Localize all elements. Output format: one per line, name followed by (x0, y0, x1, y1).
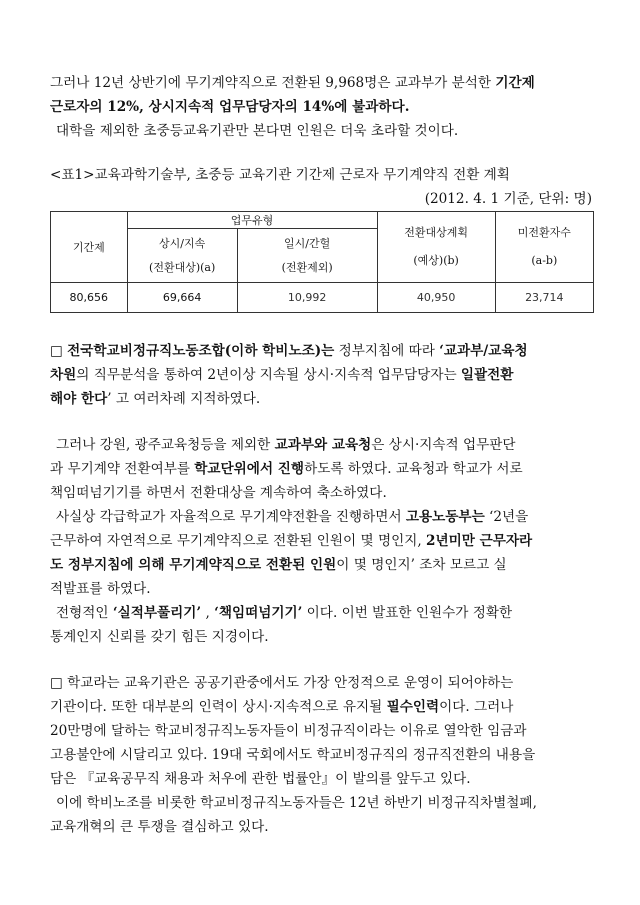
para3-bold-text: 고용노동부는 (405, 509, 485, 525)
para4-text: 이다. 그러나 (439, 699, 514, 715)
para3-bold-text: ‘책임떠넘기기’ (214, 605, 303, 621)
para4-line3 (50, 720, 595, 742)
para1-bold-text: 기간제 (495, 75, 535, 91)
para2-bold-text: 차원 (50, 367, 77, 383)
para3-bold-text: ‘실적부풀리기’ (112, 605, 202, 621)
para4-text: 20만명에 달하는 학교비정규직노동자들이 비정규직이라는 이유로 열악한 임금과 (50, 723, 527, 739)
para2-text: ’ 고 여러차례 지적하였다. (107, 391, 261, 407)
header-text: (예상)(b) (413, 254, 459, 267)
para3-text: 사실상 각급학교가 자율적으로 무기계약전환을 진행하면서 (56, 509, 406, 525)
header-cell: 기간제 (51, 212, 128, 283)
table-title: <표1>교육과학기술부, 초중등 교육기관 기간제 근로자 무기계약직 전환 계획 (50, 167, 510, 183)
header-cell (237, 229, 377, 283)
para3-line1 (56, 434, 601, 456)
table-cell: 40,950 (377, 283, 495, 313)
para4-bold-text: 필수인력 (386, 699, 440, 715)
table-cell: 80,656 (51, 283, 128, 313)
header-cell (377, 212, 495, 283)
header-cell-group: 업무유형 (127, 212, 377, 229)
header-text: 일시/간헐 (284, 236, 331, 250)
para3-text: 책임떠넘기기를 하면서 전환대상을 계속하여 축소하였다. (50, 485, 387, 501)
table-cell: 10,992 (237, 283, 377, 313)
para3-text: 통계인지 신뢰를 갖기 힘든 지경이다. (50, 629, 269, 645)
para4-line6 (56, 792, 601, 814)
para2-line2 (50, 364, 595, 386)
para3-text: 적발표를 하였다. (50, 581, 151, 597)
para3-text: 하도록 하였다. 교육청과 학교가 서로 (304, 461, 523, 477)
para3-bold-text: 학교단위에서 진행 (194, 461, 305, 477)
para1-line1 (50, 72, 595, 94)
para3-text: 은 상시·지속적 업무판단 (371, 437, 516, 453)
para4-text: 고용불안에 시달리고 있다. 19대 국회에서도 학교비정규직의 정규직전환의 내용을 (50, 747, 536, 763)
para3-line9 (50, 626, 595, 648)
para4-line4 (50, 744, 595, 766)
para3-text: 전형적인 (56, 605, 113, 621)
para3-text: 과 무기계약 전환여부를 (50, 461, 195, 477)
header-text: (전환대상)(a) (149, 260, 216, 274)
para3-bold-text: 2년미만 근무자라 (426, 533, 533, 549)
para3-line8 (56, 602, 601, 624)
header-text: 전환대상계획 (404, 226, 468, 239)
table-row (51, 283, 594, 313)
para2-bold-text: 전국학교비정규직노동조합(이하 학비노조)는 (67, 343, 335, 359)
para4-text: 기관이다. 또한 대부분의 인력이 상시·지속적으로 유지될 (50, 699, 387, 715)
conversion-plan-table (50, 211, 594, 313)
header-text: (전환제외) (281, 260, 333, 274)
para4-line5 (50, 768, 595, 790)
header-text: 상시/지속 (159, 236, 206, 250)
table-cell: 23,714 (495, 283, 593, 313)
para3-text: , (201, 605, 215, 621)
para1-text: 그러나 12년 상반기에 무기계약직으로 전환된 9,968명은 교과부가 분석한 (50, 75, 496, 91)
para2-bold-text: 해야 한다 (50, 391, 108, 407)
para2-text: 의 직무분석을 통하여 2년이상 지속될 상시·지속적 업무담당자는 (76, 367, 461, 383)
header-text: (a-b) (531, 254, 558, 267)
para3-bold-text: 도 정부지침에 의해 무기계약직으로 전환된 인원 (50, 557, 337, 573)
para1-bold-text: 근로자의 12%, 상시지속적 업무담당자의 14%에 불과하다. (50, 99, 410, 115)
para3-text: 그러나 강원, 광주교육청등을 제외한 (56, 437, 275, 453)
para4-text: □ 학교라는 교육기관은 공공기관중에서도 가장 안정적으로 운영이 되어야하는 (50, 675, 514, 691)
para1-line2 (50, 96, 595, 118)
para3-text: 이다. 이번 발표한 인원수가 정확한 (302, 605, 513, 621)
para2-line3 (50, 388, 595, 410)
para3-line2 (50, 458, 595, 480)
para4-text: 이에 학비노조를 비롯한 학교비정규직노동자들은 12년 하반기 비정규직차별철폐, (56, 795, 537, 811)
header-cell (127, 229, 237, 283)
para3-line6 (50, 554, 595, 576)
para2-line1 (50, 340, 595, 362)
para3-line5 (50, 530, 595, 552)
table-cell: 69,664 (127, 283, 237, 313)
para1-line3 (56, 120, 601, 142)
para4-line7 (50, 816, 595, 838)
checkbox-square-glyph: □ (50, 343, 68, 359)
para2-bold-text: 일괄전환 (460, 367, 514, 383)
para3-line4 (56, 506, 601, 528)
para3-text: ‘2년을 (484, 509, 529, 525)
para3-line7 (50, 578, 595, 600)
header-text: 미전환자수 (517, 226, 571, 239)
para2-text: 정부지침에 따라 (334, 343, 440, 359)
para4-text: 담은 『교육공무직 채용과 처우에 관한 법률안』이 발의를 앞두고 있다. (50, 771, 471, 787)
para4-text: 교육개혁의 큰 투쟁을 결심하고 있다. (50, 819, 269, 835)
para3-bold-text: 교과부와 교육청 (274, 437, 372, 453)
para4-line2 (50, 696, 595, 718)
para2-bold-text: ‘교과부/교육청 (439, 343, 528, 359)
para3-line3 (50, 482, 595, 504)
table-unit: (2012. 4. 1 기준, 단위: 명) (424, 191, 592, 207)
para1-text: 대학을 제외한 초중등교육기관만 본다면 인원은 더욱 초라할 것이다. (56, 123, 459, 139)
para3-text: 이 몇 명인지’ 조차 모르고 실 (336, 557, 507, 573)
para3-text: 근무하여 자연적으로 무기계약직으로 전환된 인원이 몇 명인지, (50, 533, 426, 549)
para4-line1 (50, 672, 595, 694)
table-header-row (51, 212, 594, 229)
header-cell (495, 212, 593, 283)
